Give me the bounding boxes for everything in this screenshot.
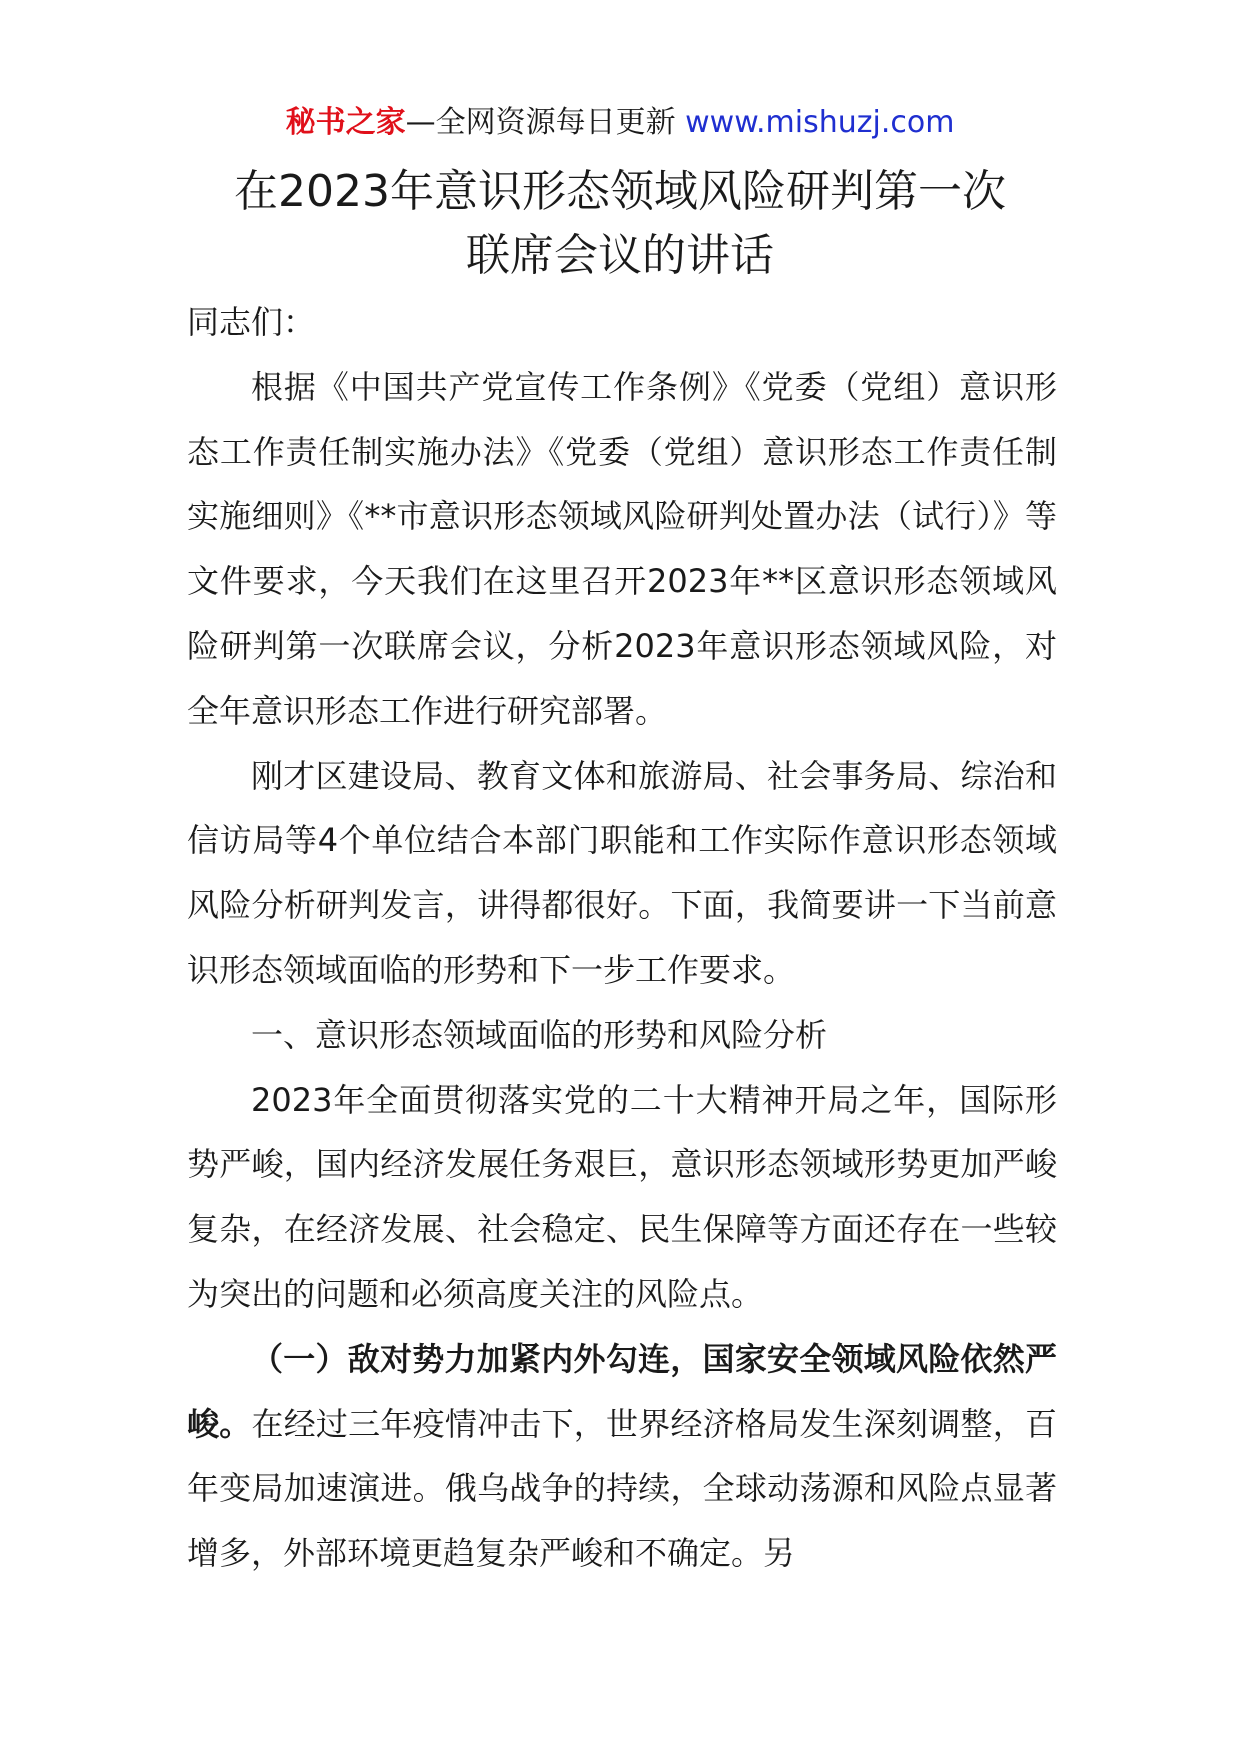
brand-name: 秘书之家 xyxy=(285,105,406,140)
salutation: 同志们： xyxy=(187,303,316,341)
section-heading: 一、意识形态领域面临的形势和风险分析 xyxy=(251,1015,828,1054)
paragraph xyxy=(187,1327,1057,1586)
banner-tagline: —全网资源每日更新 xyxy=(405,105,676,140)
site-banner xyxy=(0,100,1240,146)
title-line-1: 在2023年意识形态领域风险研判第一次 xyxy=(234,166,1006,217)
paragraph: 根据《中国共产党宣传工作条例》《党委（党组）意识形态工作责任制实施办法》《党委（党组）意识形态工作责任制实施细则》《**市意识形态领域风险研判处置办法（试行）》等文件要求，今天我们在这里召开2023年**区意识形态领域风险研判第一次联席会议，分析2023年意识形态领域风险，对全年意识形态工作进行研究部署。 xyxy=(187,367,1057,730)
subsection-heading: （一）敌对势力加紧内外勾连，国家安全领域风险依然严峻。 xyxy=(187,1339,1057,1443)
site-url-link[interactable]: www.mishuzj.com xyxy=(685,105,955,140)
paragraph: 2023年全面贯彻落实党的二十大精神开局之年，国际形势严峻，国内经济发展任务艰巨，意识形态领域形势更加严峻复杂，在经济发展、社会稳定、民生保障等方面还存在一些较为突出的问题和必须高度关注的风险点。 xyxy=(187,1080,1057,1313)
paragraph: 刚才区建设局、教育文体和旅游局、社会事务局、综治和信访局等4个单位结合本部门职能和工作实际作意识形态领域风险分析研判发言，讲得都很好。下面，我简要讲一下当前意识形态领域面临的形势和下一步工作要求。 xyxy=(187,756,1057,989)
document-title xyxy=(150,160,1090,288)
paragraph-text: 在经过三年疫情冲击下，世界经济格局发生深刻调整，百年变局加速演进。俄乌战争的持续，全球动荡源和风险点显著增多，外部环境更趋复杂严峻和不确定。另 xyxy=(187,1404,1057,1573)
title-line-2: 联席会议的讲话 xyxy=(466,230,774,281)
document-body xyxy=(187,290,1057,1586)
